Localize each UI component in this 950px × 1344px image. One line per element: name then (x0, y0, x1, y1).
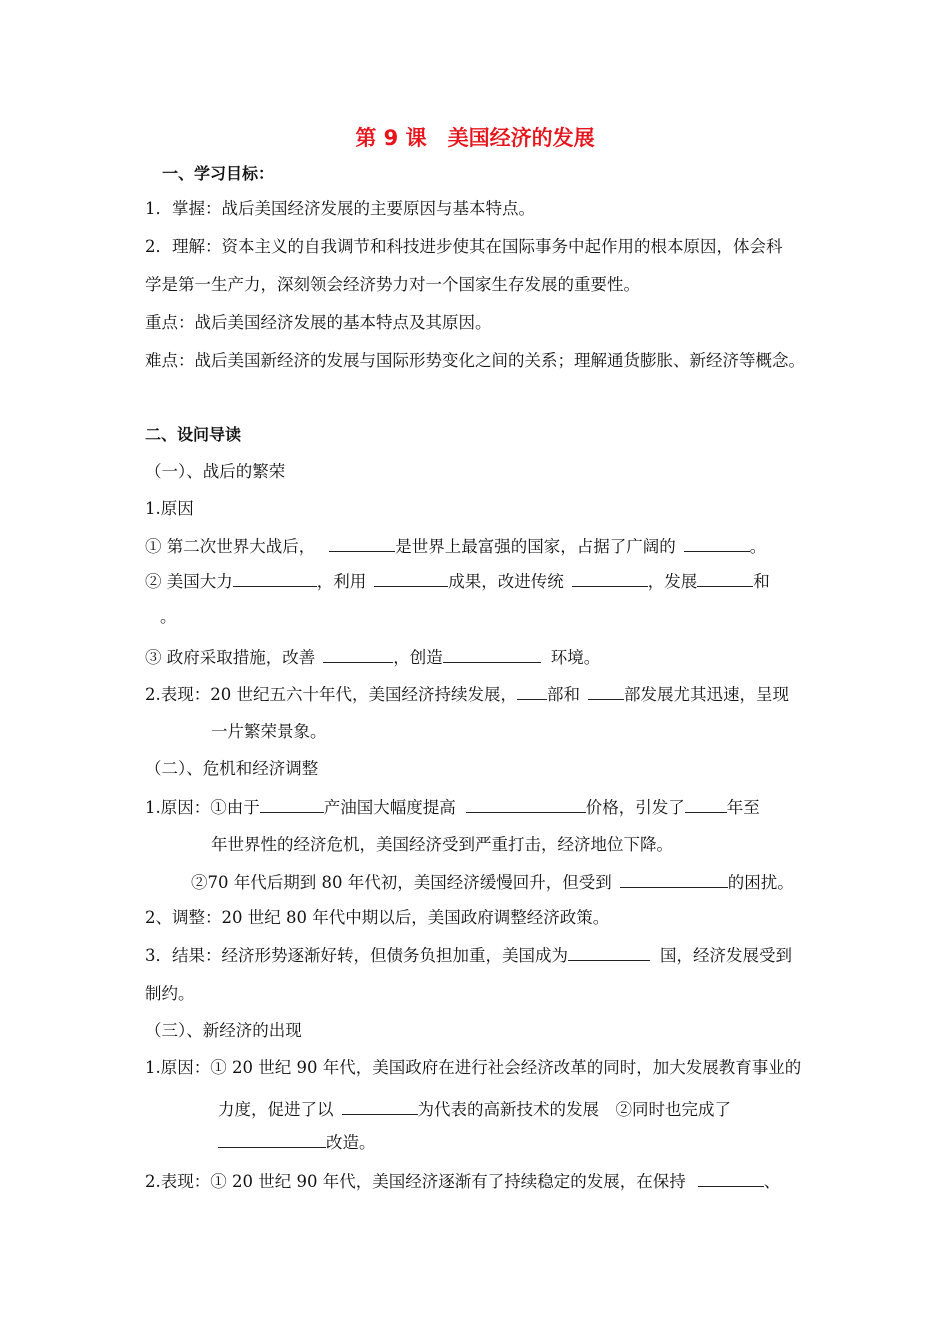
cause-line-1 (145, 534, 766, 558)
blank-field[interactable] (517, 682, 547, 700)
goal-line-2: 2．理解：资本主义的自我调节和科技进步使其在国际事务中起作用的根本原因，体会科 (145, 237, 783, 256)
text: 、 (763, 1172, 781, 1191)
text: 改造。 (326, 1133, 376, 1152)
cause-line-3 (145, 645, 600, 669)
text: 为代表的高新技术的发展 ②同时也完成了 (417, 1100, 731, 1119)
text: ① 第二次世界大战后， (145, 537, 316, 556)
cause-line-2-end (160, 606, 177, 628)
goal-line-3: 学是第一生产力，深刻领会经济势力对一个国家生存发展的重要性。 (145, 275, 640, 294)
text: 。 (749, 537, 767, 556)
blank-field[interactable] (684, 534, 750, 552)
blank-field[interactable] (685, 795, 727, 813)
result-line-2: 制约。 (145, 984, 195, 1003)
cause-label: 1.原因 (145, 499, 194, 518)
blank-field[interactable] (568, 943, 650, 961)
blank-field[interactable] (374, 569, 448, 587)
blank-field[interactable] (329, 534, 395, 552)
blank-field[interactable] (233, 569, 317, 587)
crisis-cause-line-1 (145, 795, 760, 819)
section-heading-learning-goals: 一、学习目标： (162, 164, 275, 183)
section-heading-guided-reading: 二、设问导读 (145, 425, 242, 444)
text: ，发展 (647, 572, 698, 591)
performance-line-2: 一片繁荣景象。 (211, 722, 327, 741)
blank-field[interactable] (697, 569, 753, 587)
subsection-title-postwar-prosperity: （一）、战后的繁荣 (145, 462, 286, 481)
text: 和 (753, 572, 770, 591)
new-economy-cause-line-3 (218, 1130, 376, 1154)
page-title: 第 9 课 美国经济的发展 (355, 126, 595, 150)
text: ，创造 (393, 648, 443, 667)
text: 部发展尤其迅速，呈现 (623, 685, 789, 704)
crisis-cause-line-3 (191, 870, 794, 894)
text: 2.表现：20 世纪五六十年代，美国经济持续发展， (145, 685, 517, 704)
new-economy-cause-line-2 (218, 1097, 731, 1121)
blank-field[interactable] (588, 682, 624, 700)
blank-field[interactable] (218, 1130, 326, 1148)
text: 力度，促进了以 (218, 1100, 334, 1119)
text: 。 (160, 607, 177, 626)
text: 环境。 (550, 648, 601, 667)
blank-field[interactable] (572, 569, 648, 587)
blank-field[interactable] (466, 795, 586, 813)
blank-field[interactable] (323, 645, 393, 663)
cause-line-2 (145, 569, 770, 593)
text: 国，经济发展受到 (660, 946, 792, 965)
text: 3．结果：经济形势逐渐好转，但债务负担加重，美国成为 (145, 946, 568, 965)
text: 2.表现：① 20 世纪 90 年代，美国经济逐渐有了持续稳定的发展，在保持 (145, 1172, 686, 1191)
result-line-1 (145, 943, 792, 967)
new-economy-performance-line-1 (145, 1169, 780, 1193)
new-economy-cause-line-1: 1.原因：① 20 世纪 90 年代，美国政府在进行社会经济改革的同时，加大发展教育事业的 (145, 1058, 802, 1077)
text: 年至 (726, 798, 760, 817)
goal-line-1: 1．掌握：战后美国经济发展的主要原因与基本特点。 (145, 199, 535, 218)
text: 的困扰。 (727, 873, 794, 892)
text: 是世界上最富强的国家，占据了广阔的 (395, 537, 676, 556)
text: 1.原因：①由于 (145, 798, 260, 817)
text: 产油国大幅度提高 (323, 798, 456, 817)
text: ③ 政府采取措施，改善 (145, 648, 316, 667)
blank-field[interactable] (342, 1097, 418, 1115)
adjustment-line: 2、调整：20 世纪 80 年代中期以后，美国政府调整经济政策。 (145, 908, 610, 927)
text: ② 美国大力 (145, 572, 233, 591)
text: 部和 (546, 685, 580, 704)
key-point: 重点：战后美国经济发展的基本特点及其原因。 (145, 313, 492, 332)
text: ，利用 (316, 572, 367, 591)
blank-field[interactable] (698, 1169, 764, 1187)
subsection-title-crisis: （二）、危机和经济调整 (145, 759, 319, 778)
blank-field[interactable] (260, 795, 324, 813)
blank-field[interactable] (443, 645, 541, 663)
text: ②70 年代后期到 80 年代初，美国经济缓慢回升，但受到 (191, 873, 612, 892)
text: 价格，引发了 (585, 798, 685, 817)
difficult-point: 难点：战后美国新经济的发展与国际形势变化之间的关系；理解通货膨胀、新经济等概念。 (145, 351, 805, 370)
subsection-title-new-economy: （三）、新经济的出现 (145, 1021, 302, 1040)
blank-field[interactable] (620, 870, 728, 888)
text: 成果，改进传统 (448, 572, 564, 591)
performance-line-1 (145, 682, 789, 706)
crisis-cause-line-2: 年世界性的经济危机，美国经济受到严重打击，经济地位下降。 (211, 835, 673, 854)
